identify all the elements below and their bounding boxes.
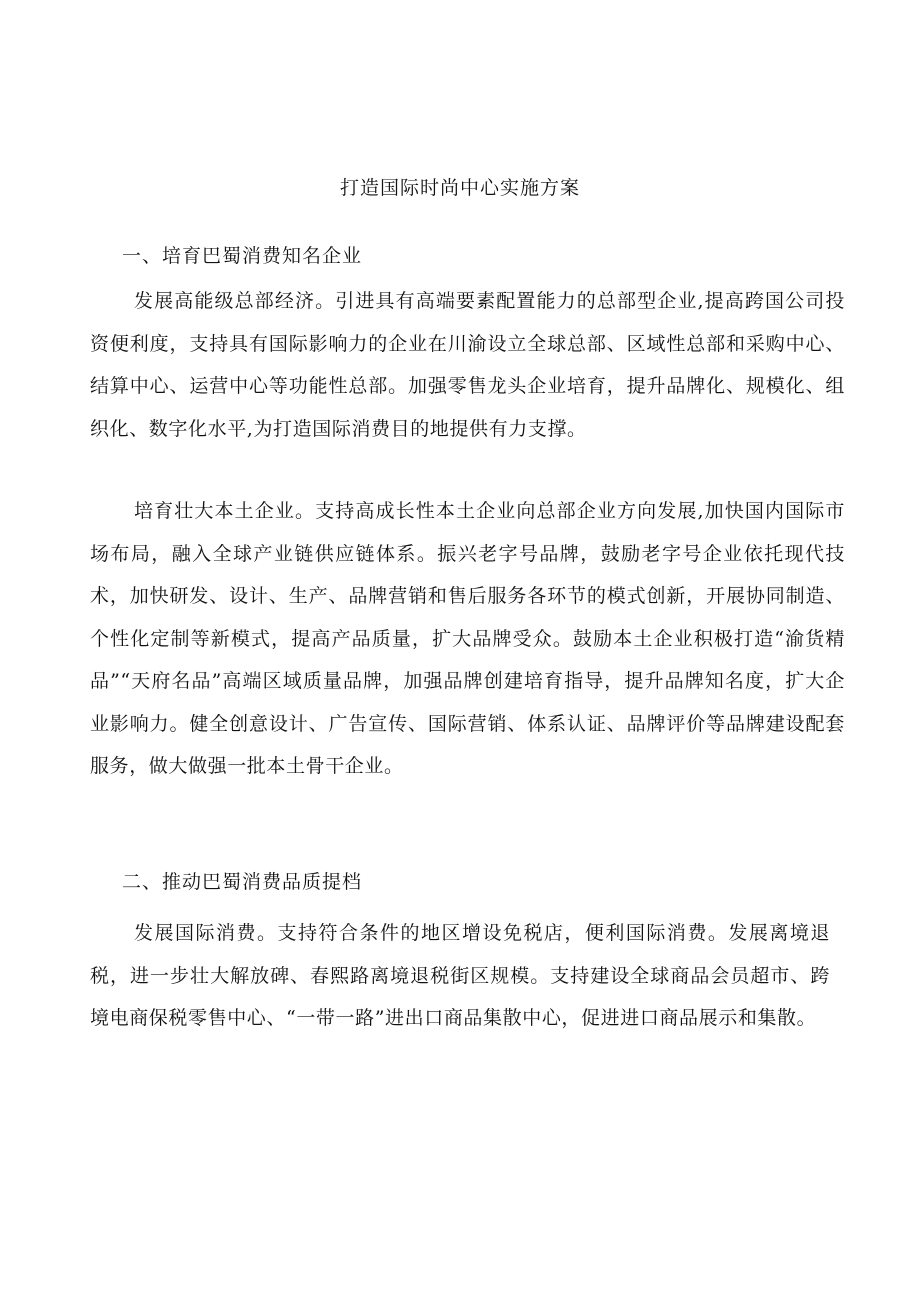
paragraph-international-consumption: 发展国际消费。支持符合条件的地区增设免税店，便利国际消费。发展离境退税，进一步壮大解放碑、春熙路离境退税街区规模。支持建设全球商品会员超市、跨境电商保税零售中心、“一带一路”进出口商品集散中心，促进进口商品展示和集散。	[90, 922, 830, 1029]
paragraph-headquarters-economy: 发展高能级总部经济。引进具有高端要素配置能力的总部型企业,提高跨国公司投资便利度，支持具有国际影响力的企业在川渝设立全球总部、区域性总部和采购中心、结算中心、运营中心等功能性总部。加强零售龙头企业培育，提升品牌化、规模化、组织化、数字化水平,为打造国际消费目的地提供有力支撑。	[90, 290, 845, 440]
document-title: 打造国际时尚中心实施方案	[339, 177, 580, 199]
section-heading-1: 一、培育巴蜀消费知名企业	[122, 245, 363, 267]
section-heading-2: 二、推动巴蜀消费品质提档	[122, 871, 363, 893]
paragraph-local-enterprises: 培育壮大本土企业。支持高成长性本土企业向总部企业方向发展,加快国内国际市场布局，融入全球产业链供应链体系。振兴老字号品牌，鼓励老字号企业依托现代技术，加快研发、设计、生产、品牌营销和售后服务各环节的模式创新，开展协同制造、个性化定制等新模式，提高产品质量，扩大品牌受众。鼓励本土企业积极打造“渝货精品”“天府名品”高端区域质量品牌，加强品牌创建培育指导，提升品牌知名度，扩大企业影响力。健全创意设计、广告宣传、国际营销、体系认证、品牌评价等品牌建设配套服务，做大做强一批本土骨干企业。	[90, 500, 845, 777]
